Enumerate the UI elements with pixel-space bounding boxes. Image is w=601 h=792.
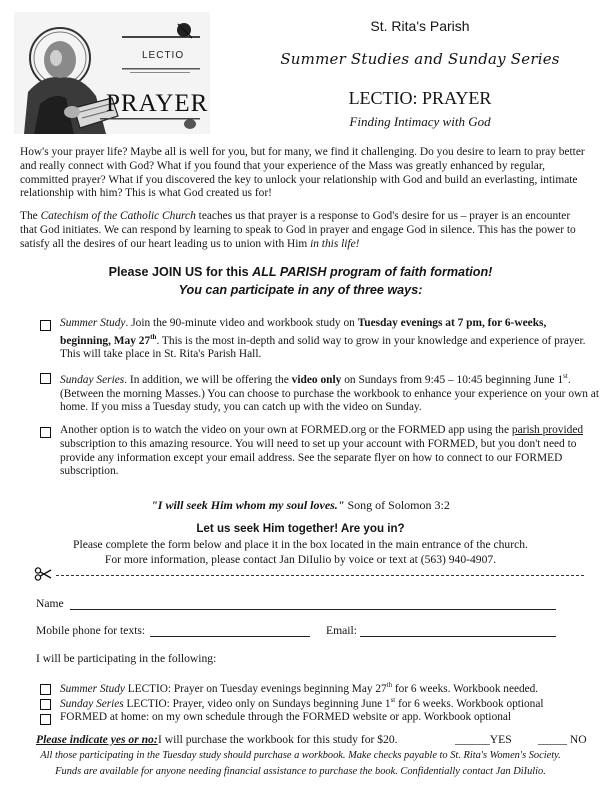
option-sunday-series-checkbox[interactable] bbox=[40, 373, 51, 384]
purchase-workbook-text: I will purchase the workbook for this study for $20. bbox=[158, 733, 398, 746]
option-sunday-series-name: Sunday Series bbox=[60, 373, 125, 386]
option-formed-parish-provided: parish provided bbox=[511, 424, 584, 436]
parish-name: St. Rita's Parish bbox=[370, 18, 470, 34]
footer-note-financial: Funds are available for anyone needing financial assistance to purchase the book. Confidentially contact Jan DiIulio. bbox=[55, 766, 546, 777]
main-title: LECTIO: PRAYER bbox=[348, 88, 492, 108]
mobile-phone-field[interactable] bbox=[150, 636, 310, 637]
participating-label: I will be participating in the following: bbox=[36, 652, 217, 665]
scissors-icon bbox=[34, 567, 52, 581]
option-summer-study-text-b: . This is the most in-depth and solid way to grow in your knowledge and experience of prayer. This will take place in St. Rita's Parish Hall. bbox=[60, 334, 586, 361]
option-summer-study-bold: Tuesday evenings at 7 pm, for 6-weeks, beginning, May 27 bbox=[60, 317, 547, 347]
quote-text: "I will seek Him whom my soul loves." bbox=[151, 498, 345, 512]
purchase-no-field[interactable]: _____ NO bbox=[538, 733, 587, 746]
logo-lectio-text: LECTIO bbox=[142, 50, 185, 61]
complete-form-instructions: Please complete the form below and place it in the box located in the main entrance of the church. bbox=[73, 538, 528, 551]
select-summer-study-sup: th bbox=[386, 681, 393, 689]
option-summer-study-text-a: . Join the 90-minute video and workbook study on bbox=[125, 317, 358, 329]
option-sunday-series-sup: st bbox=[563, 372, 568, 380]
catechism-paragraph bbox=[20, 210, 585, 251]
lectio-prayer-logo bbox=[14, 12, 210, 134]
intro-paragraph: How's your prayer life? Maybe all is well for you, but for many, we find it challenging. Do you desire to learn to pray better and really connect with God? What if you found that your experience of the Mass was greatly enhanced by regular, committed prayer? What if you discovered the key to unlock your relationship with God and build an everlasting, intimate relationship with him? This is what God created us for! bbox=[20, 146, 585, 200]
option-sunday-series-text-b: on Sundays from 9:45 – 10:45 beginning June 1 bbox=[341, 373, 564, 386]
catechism-text: teaches us that prayer is a response to God's desire for us – prayer is an encounter that God initiates. We can respond by learning to speak to God in prayer and engage God in silence. This has the power to satisfy all the desires of our heart leading us to union with Him bbox=[20, 210, 576, 250]
scripture-quote bbox=[0, 498, 601, 513]
option-formed-text-a: Another option is to watch the video on your own at FORMED.org or the FORMED app using the bbox=[60, 424, 512, 436]
select-summer-study-name: Summer Study bbox=[60, 682, 125, 695]
select-sunday-series bbox=[60, 696, 543, 710]
select-formed-checkbox[interactable] bbox=[40, 714, 51, 725]
option-summer-study bbox=[60, 317, 600, 362]
logo-prayer-text: PRAYER bbox=[106, 90, 209, 117]
option-sunday-series-text-a: . In addition, we will be offering the bbox=[124, 373, 292, 386]
cut-line bbox=[56, 575, 584, 576]
name-field[interactable] bbox=[70, 609, 556, 610]
select-summer-study-text: LECTIO: Prayer on Tuesday evenings beginning May 27 bbox=[124, 682, 387, 695]
select-summer-study-checkbox[interactable] bbox=[40, 684, 51, 695]
select-sunday-series-end: for 6 weeks. Workbook optional bbox=[395, 697, 544, 710]
catechism-lead: The bbox=[20, 210, 41, 222]
select-sunday-series-text: LECTIO: Prayer, video only on Sundays beginning June 1 bbox=[123, 697, 391, 710]
option-sunday-series-text-c: . (Between the morning Masses.) You can choose to purchase the workbook to enhance your experience on your own at home. If you miss a Tuesday study, you can catch up with the video on Sunday. bbox=[60, 373, 600, 414]
select-summer-study-end: for 6 weeks. Workbook needed. bbox=[392, 682, 539, 695]
catechism-end: in this life! bbox=[310, 237, 360, 250]
indicate-yes-no-label: Please indicate yes or no: bbox=[36, 733, 158, 746]
option-summer-study-name: Summer Study bbox=[60, 317, 126, 329]
catechism-book-title: Catechism of the Catholic Church bbox=[40, 210, 196, 222]
select-sunday-series-checkbox[interactable] bbox=[40, 699, 51, 710]
option-sunday-series-bold: video only bbox=[291, 373, 342, 386]
email-field[interactable] bbox=[360, 636, 556, 637]
seek-together-heading: Let us seek Him together! Are you in? bbox=[196, 522, 405, 535]
option-formed-text-b: subscription to this amazing resource. You will need to set up your account with FORMED, but you don't need to provide any information except your email address. See the separate flyer on how to connect to our FORMED subscription. bbox=[60, 437, 577, 478]
select-summer-study bbox=[60, 681, 538, 695]
option-formed-checkbox[interactable] bbox=[40, 427, 51, 438]
select-sunday-series-sup: st bbox=[390, 696, 396, 704]
email-label: Email: bbox=[326, 624, 357, 637]
series-title: Summer Studies and Sunday Series bbox=[280, 50, 560, 68]
select-sunday-series-name: Sunday Series bbox=[60, 697, 124, 710]
contact-info: For more information, please contact Jan DiIulio by voice or text at (563) 940-4907. bbox=[104, 553, 497, 566]
join-heading-lead: Please JOIN US for this bbox=[108, 265, 253, 279]
join-heading bbox=[0, 265, 601, 279]
subtitle: Finding Intimacy with God bbox=[349, 114, 491, 129]
join-subheading: You can participate in any of three ways: bbox=[178, 283, 423, 297]
option-summer-study-checkbox[interactable] bbox=[40, 320, 51, 331]
join-heading-program: ALL PARISH program of faith formation! bbox=[252, 265, 493, 279]
option-summer-study-sup: th bbox=[150, 332, 157, 341]
option-formed bbox=[60, 424, 600, 479]
option-sunday-series bbox=[60, 370, 600, 415]
select-formed: FORMED at home: on my own schedule through the FORMED website or app. Workbook optional bbox=[60, 711, 512, 723]
quote-source: Song of Solomon 3:2 bbox=[344, 498, 450, 512]
purchase-yes-field[interactable]: ______YES bbox=[455, 733, 512, 746]
mobile-phone-label: Mobile phone for texts: bbox=[36, 624, 146, 637]
name-label: Name bbox=[36, 597, 64, 610]
footer-note-checks: All those participating in the Tuesday study should purchase a workbook. Make checks payable to St. Rita's Women's Society. bbox=[40, 750, 561, 761]
